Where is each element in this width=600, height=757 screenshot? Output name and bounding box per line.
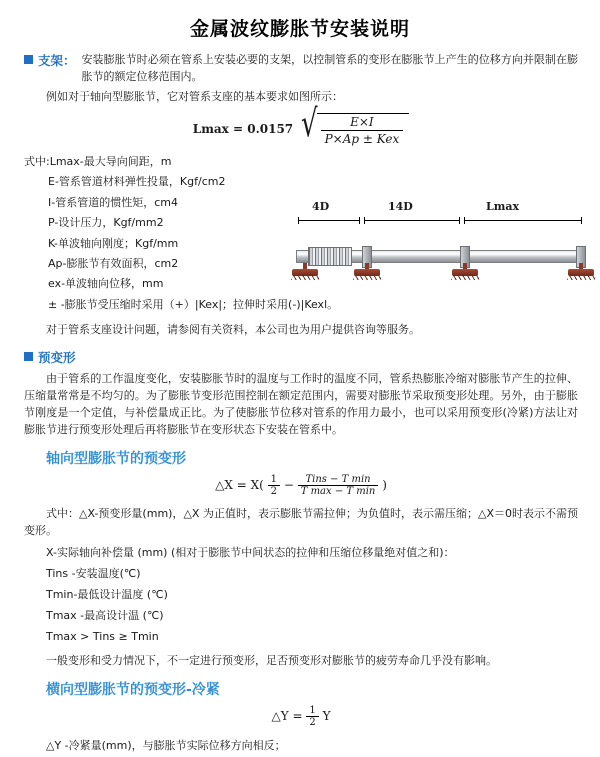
figure-label-lmax: Lmax (486, 200, 520, 213)
figure-label-14d: 14D (388, 200, 413, 213)
equation-axial-half: $\frac{1}{2}$ (268, 474, 280, 497)
section-bracket-heading (24, 51, 578, 85)
subsection-axial-title: 轴向型膨胀节的预变形 (46, 451, 186, 468)
blue-square-bullet-icon (24, 352, 33, 361)
lateral-note: △Y -冷紧量(mm)，与膨胀节实际位移方向相反； (46, 738, 286, 752)
section-bracket-body: 安装膨胀节时必须在管系上安装必要的支架，以控制管系的变形在膨胀节上产生的位移方向并限制在膨胀节的额定位移范围内。 (81, 53, 578, 84)
page-title: 金属波纹膨胀节安装说明 (189, 18, 410, 40)
equation-lateral (24, 705, 578, 728)
definition-item: 式中:Lmax-最大导向间距，m (24, 155, 172, 169)
anchor-support-icon (354, 263, 380, 277)
formula-lmax (24, 102, 578, 147)
axial-item: Tmax > Tins ≥ Tmin (46, 629, 159, 643)
equation-lateral-half: $\frac{1}{2}$ (306, 705, 318, 728)
blue-square-bullet-icon (24, 55, 33, 64)
equation-lateral-lhs: △Y = (271, 708, 303, 723)
figure-dimension-lines (290, 216, 586, 226)
section-bracket-title: 支架： (38, 53, 76, 68)
section-predeform-title: 预变形 (38, 349, 76, 365)
subsection-lateral-title: 横向型膨胀节的预变形-冷紧 (46, 681, 220, 698)
figure-pipe-assembly (290, 228, 586, 308)
definition-note: 对于管系支座设计问题，请参阅有关资料，本公司也为用户提供咨询等服务。 (46, 322, 420, 336)
section-predeform-heading (24, 348, 578, 366)
formula-lmax-label: Lmax = 0.0157 (192, 122, 294, 137)
definition-item: Ap-膨胀节有效面积，cm2 (48, 256, 179, 270)
axial-item: Tmax -最高设计温 (℃) (46, 608, 164, 622)
axial-item: X-实际轴向补偿量 (mm) (相对于膨胀节中间状态的拉伸和压缩位移量绝对值之和)： (46, 546, 455, 560)
dimension-segment-14d (364, 220, 460, 221)
equation-axial-ratio: $\frac{\text{Tins − T min}}{\text{T max − T min}}$ (298, 474, 379, 497)
figure-label-4d: 4D (312, 200, 330, 213)
definition-item: P-设计压力，Kgf/mm2 (48, 216, 164, 230)
square-root-icon: √ $\frac{E\times I}{\text{P×Ap ± Kex}}$ (301, 113, 409, 146)
definition-item: E-管系管道材料弹性投量，Kgf/cm2 (48, 175, 226, 189)
equation-axial-minus: − (283, 478, 294, 493)
document-page (0, 14, 600, 751)
anchor-support-icon (568, 263, 594, 277)
formula-numerator: E×I (321, 115, 404, 131)
definition-item: ex-单波轴向位移，mm (48, 277, 164, 291)
axial-footer: 一般变形和受力情况下，不一定进行预变形，足否预变形对膨胀节的疲劳寿命几乎没有影响。 (46, 653, 497, 667)
section-bracket-para2: 例如对于轴向型膨胀节，它对管系支座的基本要求如图所示： (46, 90, 343, 104)
dimension-segment-4d (298, 220, 360, 221)
axial-item: Tmin-最低设计温度 (℃) (46, 588, 168, 601)
dimension-segment-lmax (464, 220, 582, 221)
definition-item: K-单波轴向刚度；Kgf/mm (48, 236, 179, 250)
equation-axial-lhs: △X = X( (215, 478, 264, 493)
equation-lateral-rhs: Y (322, 708, 331, 723)
equation-axial (24, 474, 578, 497)
definition-item: I-管系管道的惯性矩，cm4 (48, 195, 178, 209)
axial-item: Tins -安装温度(℃) (46, 567, 141, 581)
axial-note: 式中：△X-预变形量(mm)，△X 为正值时，表示膨胀节需拉伸；为负值时，表示需压缩；△X＝0时表示不需预变形。 (24, 507, 578, 538)
figure-labels (290, 200, 586, 216)
equation-axial-rhs: ) (382, 478, 387, 493)
pipe-system-diagram (290, 200, 586, 310)
definition-item: ± -膨胀节受压缩时采用（+）|Kex|；拉伸时采用(-)|Kexl。 (48, 297, 339, 311)
section-predeform-body: 由于管系的工作温度变化，安装膨胀节时的温度与工作时的温度不同，管系热膨胀冷缩对膨胀节产生的拉伸、压缩量常常是不均匀的。为了膨胀节变形范围控制在额定范围内，需要对膨胀节采取预变形处理。另外，由于膨胀节刚度是一个定值，与补偿量成正比。为了使膨胀节位移对管系的作用力最小，也可以采用预变形(冷紧)方法让对膨胀节进行预变形处理后再将膨胀节在变形状态下安装在管系中。 (24, 371, 578, 437)
formula-denominator: P×Ap ± Kex (324, 132, 400, 147)
anchor-support-icon (452, 263, 478, 277)
document-body (0, 51, 600, 757)
anchor-support-icon (292, 263, 318, 277)
